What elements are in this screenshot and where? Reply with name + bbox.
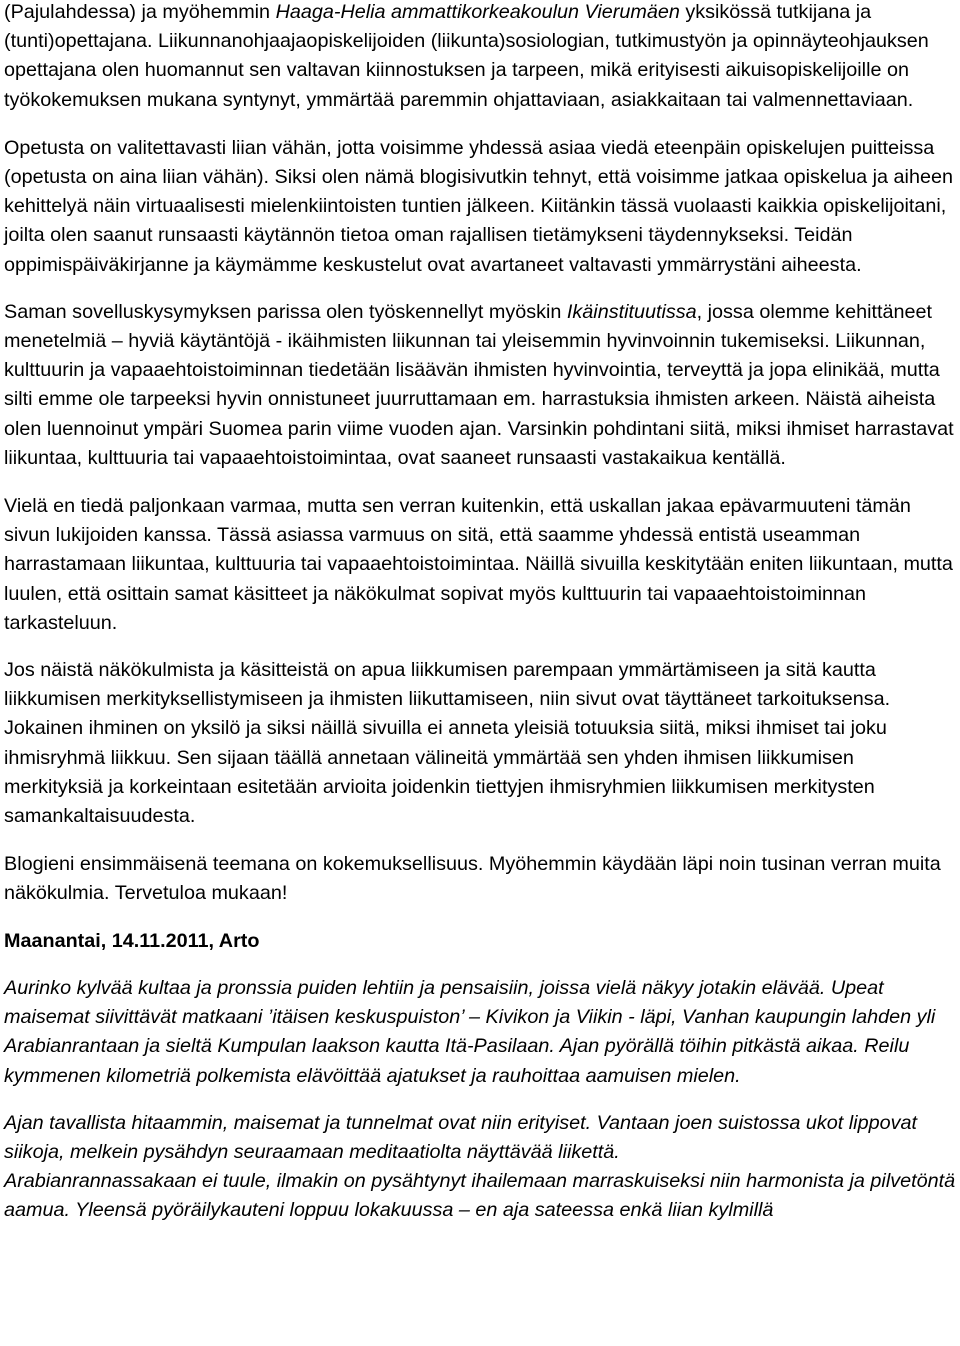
text-segment: yksikössä tutkijana ja (tunti)opettajana. Liikunnanohjaajaopiskelijoiden (liikunta)sosiologian, tutkimustyön ja opinnäyteohjauksen opettajana olen huomannut sen valtavan kiinnostuksen ja tarpeen, mikä erityisesti aikuisopiskelijoille on työkokemuksen mukana syntynyt, ymmärtää paremmin ohjattaviaan, asiakkaitaan tai valmennettaviaan. bbox=[4, 1, 929, 111]
entry-heading: Maanantai, 14.11.2011, Arto bbox=[4, 929, 260, 952]
text-segment: Saman sovelluskysymyksen parissa olen työskennellyt myöskin bbox=[4, 300, 567, 323]
paragraph-uncertainty: Vielä en tiedä paljonkaan varmaa, mutta sen verran kuitenkin, että uskallan jakaa epävarmuuteni tämän sivun lukijoiden kanssa. Tässä asiassa varmuus on sitä, että saamme yhdessä entistä useamman harrastamaan liikuntaa, kulttuuria tai vapaaehtoistoimintaa. Näillä sivuilla keskitytään eniten liikuntaan, mutta luulen, että osittain samat käsitteet ja näkökulmat sopivat myös kulttuurin tai vapaaehtoistoiminnan tarkasteluun. bbox=[4, 495, 953, 634]
entry-paragraph-1: Aurinko kylvää kultaa ja pronssia puiden lehtiin ja pensaisiin, joissa vielä näkyy jotakin elävää. Upeat maisemat siivittävät matkaani ’itäisen keskuspuiston’ – Kivikon ja Viikin - läpi, Vanhan kaupungin lahden yli Arabianrantaan ja sieltä Kumpulan laakson kautta Itä-Pasilaan. Ajan pyörällä töihin pitkästä aikaa. Reilu kymmenen kilometriä polkemista elävöittää ajatukset ja rauhoittaa aamuisen mielen. bbox=[4, 976, 936, 1087]
text-segment: (Pajulahdessa) ja myöhemmin bbox=[4, 1, 276, 23]
institute-name: Ikäinstituutissa bbox=[566, 300, 697, 323]
paragraph-purpose: Jos näistä näkökulmista ja käsitteistä on apua liikkumisen parempaan ymmärtämiseen ja sitä kautta liikkumisen merkityksellistymiseen ja ihmisten liikuttamiseen, niin sivut ovat täyttäneet tarkoituksensa. Jokainen ihminen on yksilö ja siksi näillä sivuilla ei anneta yleisiä totuuksia siitä, miksi ihmiset tai joku ihmisryhmä liikkuu. Sen sijaan täällä annetaan välineitä ymmärtää sen yhden ihmisen liikkumisen merkityksiä ja korkeintaan esitetään arvioita joidenkin tiettyjen ihmisryhmien liikkumisen merkitysten samankaltaisuudesta. bbox=[4, 659, 891, 828]
paragraph-theme: Blogieni ensimmäisenä teemana on kokemuksellisuus. Myöhemmin käydään läpi noin tusinan verran muita näkökulmia. Tervetuloa mukaan! bbox=[4, 853, 941, 905]
paragraph-ikainstituutti bbox=[4, 298, 956, 473]
entry-line: Ajan tavallista hitaammin, maisemat ja tunnelmat ovat niin erityiset. Vantaan joen suistossa ukot lippovat siikoja, melkein pysähdyn seuraamaan meditaatiolta näyttävää liikettä. bbox=[4, 1111, 917, 1163]
paragraph-intro bbox=[4, 0, 956, 115]
organization-name: Haaga-Helia ammattikorkeakoulun Vierumäen bbox=[275, 1, 680, 23]
entry-paragraph-2 bbox=[4, 1109, 956, 1226]
paragraph-teaching: Opetusta on valitettavasti liian vähän, jotta voisimme yhdessä asiaa viedä eteenpäin opiskelujen puitteissa (opetusta on aina liian vähän). Siksi olen nämä blogisivutkin tehnyt, että voisimme jatkaa opiskelua ja aiheen kehittelyä näin virtuaalisesti mielenkiintoisten tuntien jälkeen. Kiitänkin tässä vuolaasti kaikkia opiskelijoitani, joilta olen saanut runsaasti käytännön tietoa oman rajallisen tietämykseni täydennykseksi. Teidän oppimispäiväkirjanne ja käymämme keskustelut ovat avartaneet valtavasti ymmärrystäni aiheesta. bbox=[4, 136, 953, 276]
text-segment: , jossa olemme kehittäneet menetelmiä – hyviä käytäntöjä - ikäihmisten liikunnan tai yleisemmin hyvinvoinnin tukemiseksi. Liikunnan, kulttuurin ja vapaaehtoistoiminnan tiedetään lisäävän ihmisten hyvinvointia, terveyttä ja jopa elinikää, mutta silti emme ole tarpeeksi hyvin onnistuneet juurruttamaan em. harrastuksia ihmisten arkeen. Näistä aiheista olen luennoinut ympäri Suomea parin viime vuoden ajan. Varsinkin pohdintani siitä, miksi ihmiset harrastavat liikuntaa, kulttuuria tai vapaaehtoistoimintaa, ovat saaneet runsaasti vastakaikua kentällä. bbox=[4, 300, 954, 469]
entry-line: Arabianrannassakaan ei tuule, ilmakin on pysähtynyt ihailemaan marraskuiseksi niin harmonista ja pilvetöntä aamua. Yleensä pyöräilykauteni loppuu lokakuussa – en aja sateessa enkä liian kylmillä bbox=[4, 1170, 956, 1222]
